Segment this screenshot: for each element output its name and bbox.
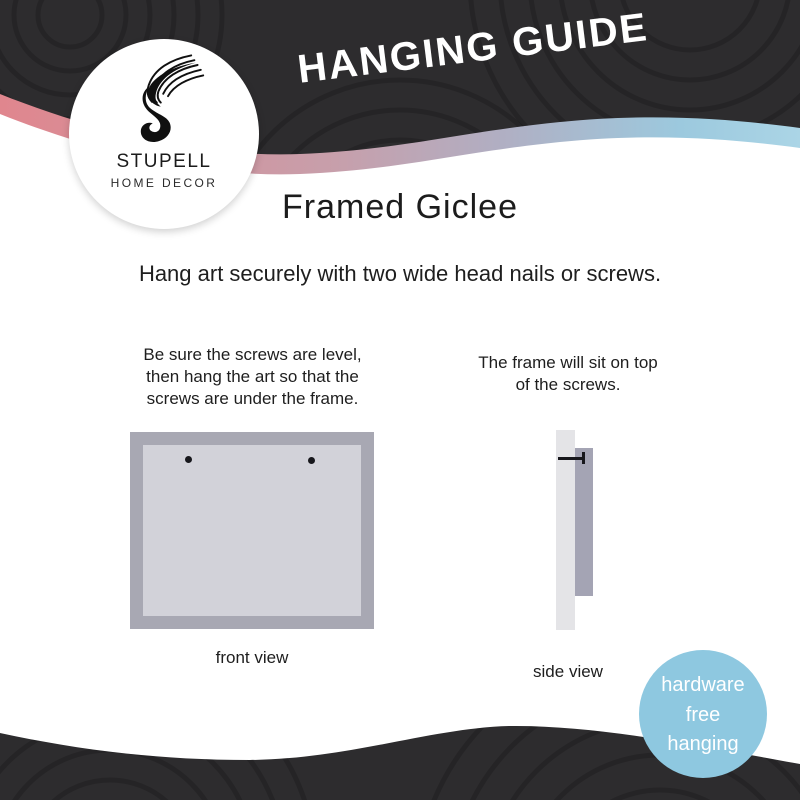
badge-line: free: [685, 703, 721, 726]
side-view-instructions: [448, 352, 688, 396]
stupell-swoosh-icon: [123, 53, 205, 149]
nail-head-icon: [582, 452, 585, 464]
hardware-free-badge: [639, 650, 767, 778]
front-view-frame-inner: [143, 445, 361, 616]
front-instruction-line: screws are under the frame.: [146, 389, 359, 408]
side-view-caption: side view: [533, 662, 603, 681]
side-view-frame-bar: [575, 448, 593, 596]
nail-shaft-icon: [558, 457, 584, 460]
front-view-caption: front view: [215, 648, 289, 667]
front-instruction-line: Be sure the screws are level,: [143, 345, 362, 364]
front-instruction-line: then hang the art so that the: [146, 367, 359, 386]
badge-line: hardware: [661, 674, 745, 696]
badge-line: hanging: [667, 733, 739, 755]
front-view-instructions: [100, 344, 405, 410]
brand-tagline: HOME DECOR: [110, 176, 218, 190]
screw-left-icon: [185, 456, 192, 463]
side-instruction-line: The frame will sit on top: [478, 353, 658, 372]
page-title: HANGING GUIDE: [295, 5, 651, 92]
intro-instruction: Hang art securely with two wide head nails or screws.: [138, 261, 662, 286]
front-view-frame-diagram: [130, 432, 374, 629]
side-instruction-line: of the screws.: [515, 375, 621, 394]
screw-right-icon: [308, 457, 315, 464]
brand-name: STUPELL: [116, 151, 212, 172]
product-title: Framed Giclee: [282, 188, 518, 226]
side-view-wall-bar: [556, 430, 575, 630]
